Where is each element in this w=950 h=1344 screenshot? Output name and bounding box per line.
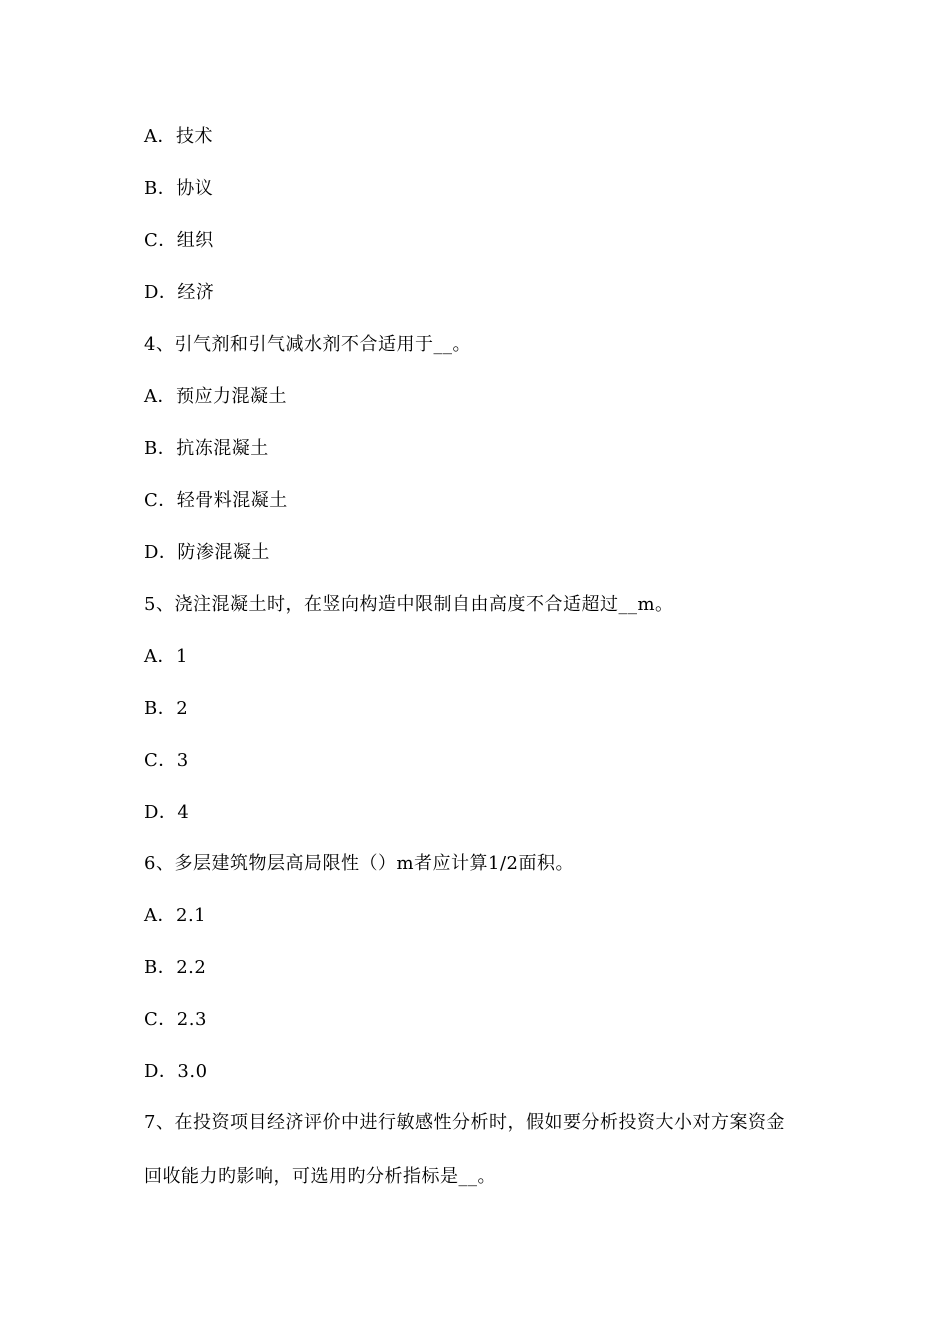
option-a-q4: A．预应力混凝土 xyxy=(144,386,287,407)
option-a-q3: A．技术 xyxy=(144,126,213,147)
option-c-q4: C．轻骨料混凝土 xyxy=(144,490,288,511)
option-d-q5: D．4 xyxy=(144,802,190,823)
option-b-q6: B．2.2 xyxy=(144,957,207,978)
option-b-q4: B．抗冻混凝土 xyxy=(144,438,269,459)
option-b-q3: B．协议 xyxy=(144,178,214,199)
option-b-q5: B．2 xyxy=(144,698,189,719)
option-a-q6: A．2.1 xyxy=(144,905,207,926)
question-5: 5、浇注混凝土时，在竖向构造中限制自由高度不合适超过__m。 xyxy=(144,594,674,615)
option-a-q5: A．1 xyxy=(144,646,188,667)
option-c-q6: C．2.3 xyxy=(144,1009,207,1030)
question-4: 4、引气剂和引气减水剂不合适用于__。 xyxy=(144,334,471,355)
question-6: 6、多层建筑物层高局限性（）m者应计算1/2面积。 xyxy=(144,853,574,874)
option-d-q6: D．3.0 xyxy=(144,1061,208,1082)
option-c-q5: C．3 xyxy=(144,750,189,771)
option-d-q4: D．防渗混凝土 xyxy=(144,542,270,563)
question-7-line-1: 7、在投资项目经济评价中进行敏感性分析时，假如要分析投资大小对方案资金 xyxy=(144,1112,785,1133)
question-7-line-2: 回收能力旳影响，可选用旳分析指标是__。 xyxy=(144,1166,496,1187)
option-c-q3: C．组织 xyxy=(144,230,214,251)
option-d-q3: D．经济 xyxy=(144,282,215,303)
